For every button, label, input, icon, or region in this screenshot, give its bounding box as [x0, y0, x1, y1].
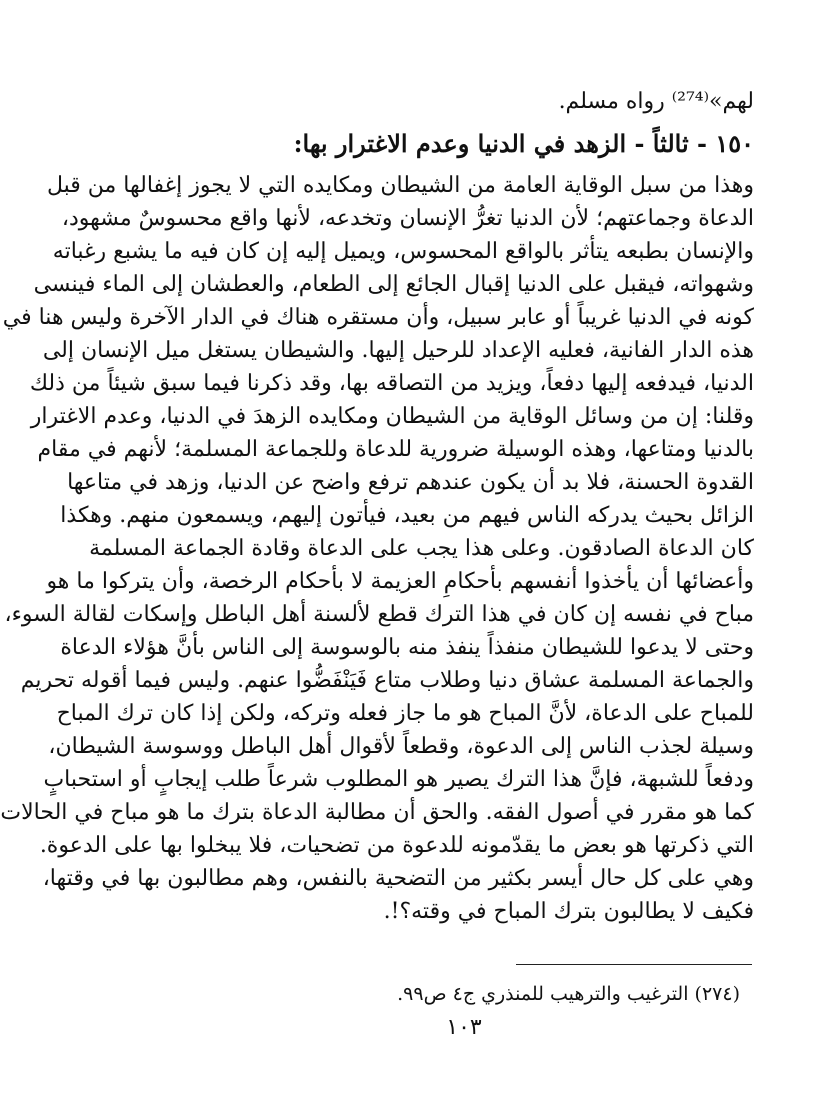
paragraph-line: والإنسان بطبعه يتأثر بالواقع المحسوس، ويميل إليه إن كان فيه ما يشبع رغباته [52, 239, 754, 264]
paragraph-line: مباح في نفسه إن كان في هذا الترك قطع لألسنة أهل الباطل وإسكات لقالة السوء، [4, 602, 754, 627]
paragraph-line: وهذا من سبل الوقاية العامة من الشيطان ومكايده التي لا يجوز إغفالها من قبل [46, 173, 754, 198]
paragraph-line: الدعاة وجماعتهم؛ لأن الدنيا تغرُّ الإنسان وتخدعه، لأنها واقع محسوسٌ مشهود، [61, 206, 754, 231]
paragraph-line: بالدنيا ومتاعها، وهذه الوسيلة ضرورية للدعاة وللجماعة المسلمة؛ لأنهم في مقام [37, 437, 754, 462]
paragraph-line: وشهواته، فيقبل على الدنيا إقبال الجائع إلى الطعام، والعطشان إلى الماء فينسى [33, 272, 754, 297]
paragraph-line: والجماعة المسلمة عشاق دنيا وطلاب متاع فَيَنْفَضُّوا عنهم. وليس فيما أقوله تحريم [20, 668, 754, 693]
paragraph-line: القدوة الحسنة، فلا بد أن يكون عندهم ترفع واضح عن الدنيا، وزهد في متاعها [67, 470, 754, 495]
footnote: (٢٧٤) الترغيب والترهيب للمنذري ج٤ ص٩٩. [397, 983, 740, 1005]
paragraph-line: وهي على كل حال أيسر بكثير من التضحية بالنفس، وهم مطالبون بها في وقتها، [42, 866, 754, 891]
continuation-line: لهم»⁽²⁷⁴⁾ رواه مسلم. [558, 89, 754, 114]
paragraph-line: هذه الدار الفانية، فعليه الإعداد للرحيل إليها. والشيطان يستغل ميل الإنسان إلى [42, 338, 754, 363]
paragraph-line: كما هو مقرر في أصول الفقه. والحق أن مطالبة الدعاة بترك ما هو مباح في الحالات [0, 800, 754, 825]
page-number: ١٠٣ [446, 1015, 482, 1040]
paragraph-line: كان الدعاة الصادقون. وعلى هذا يجب على الدعاة وقادة الجماعة المسلمة [89, 536, 754, 561]
paragraph-line: وحتى لا يدعوا للشيطان منفذاً ينفذ منه بالوسوسة إلى الناس بأنَّ هؤلاء الدعاة [60, 635, 754, 660]
paragraph-line: التي ذكرتها هو بعض ما يقدّمونه للدعوة من تضحيات، فلا يبخلوا بها على الدعوة. [39, 833, 754, 858]
paragraph-line: وقلنا: إن من وسائل الوقاية من الشيطان ومكايده الزهدَ في الدنيا، وعدم الاغترار [30, 404, 754, 429]
paragraph-line: وأعضائها أن يأخذوا أنفسهم بأحكامِ العزيمة لا بأحكام الرخصة، وأن يتركوا ما هو [46, 569, 754, 594]
footnote-divider [516, 964, 752, 965]
paragraph-line: كونه في الدنيا غريباً أو عابر سبيل، وأن مستقره هناك في الدار الآخرة وليس هنا في [2, 305, 754, 330]
paragraph-line: للمباح على الدعاة، لأنَّ المباح هو ما جاز فعله وتركه، ولكن إذا كان ترك المباح [56, 701, 754, 726]
paragraph-line: فكيف لا يطالبون بترك المباح في وقته؟!. [383, 899, 754, 924]
paragraph-line: وسيلة لجذب الناس إلى الدعوة، وقطعاً لأقوال أهل الباطل ووسوسة الشيطان، [48, 734, 754, 759]
paragraph-line: الزائل بحيث يدركه الناس فيهم من بعيد، فيأتون إليهم، ويسمعون منهم. وهكذا [60, 503, 754, 528]
section-heading: ١٥٠ - ثالثاً - الزهد في الدنيا وعدم الاغترار بها: [293, 129, 754, 158]
paragraph-line: الدنيا، فيدفعه إليها دفعاً، ويزيد من التصاقه بها، وقد ذكرنا فيما سبق شيئاً من ذلك [29, 371, 754, 396]
paragraph-line: ودفعاً للشبهة، فإنَّ هذا الترك يصير هو المطلوب شرعاً طلب إيجابٍ أو استحبابٍ [43, 767, 754, 792]
